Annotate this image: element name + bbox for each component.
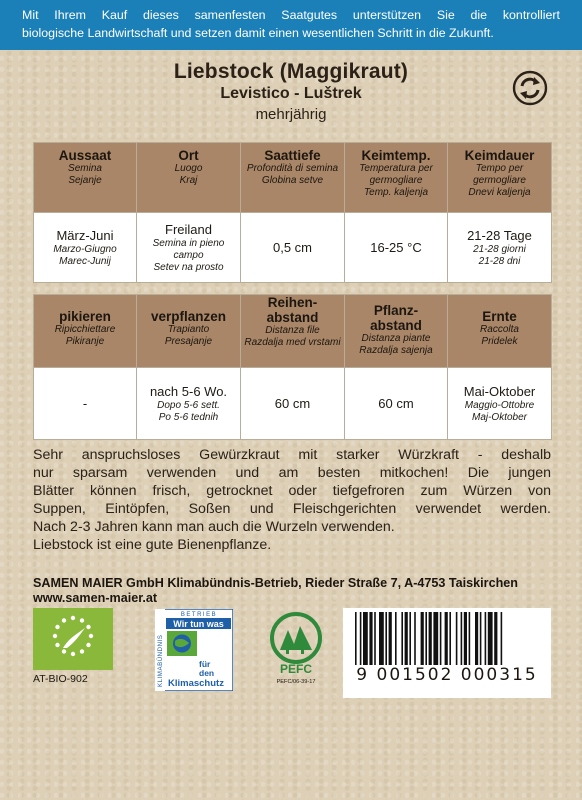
company-address: SAMEN MAIER GmbH Klimabündnis-Betrieb, Rieder Straße 7, A-4753 Taiskirchen: [33, 576, 518, 590]
description-line: Suppen, Eintöpfen, Soßen und Fleischgerichten verwendet werden.: [33, 501, 551, 517]
klima-line-2: für: [199, 659, 211, 669]
barcode-bar: [360, 612, 362, 668]
header-label-it: Profondità di semina: [246, 163, 339, 174]
header-location: [137, 143, 241, 213]
barcode-number: 9 001502 000315: [343, 665, 551, 685]
recycle-icon: [512, 70, 548, 106]
value-de: Freiland: [165, 221, 212, 237]
header-label-sl: Razdalja med vrstami: [244, 337, 341, 348]
barcode-bar: [355, 612, 357, 668]
product-title: Liebstock (Maggikraut): [173, 60, 409, 83]
barcode-bar: [429, 612, 432, 668]
header-label-de: Ernte: [482, 309, 517, 324]
sowing-header-row: [34, 143, 552, 213]
barcode-bar: [440, 612, 442, 668]
barcode-bar: [456, 612, 458, 668]
barcode-bar: [485, 612, 487, 668]
header-label-sl: Pikiranje: [65, 336, 105, 347]
value-row-spacing: [241, 368, 345, 440]
value-sl: Setev na prosto: [153, 261, 224, 273]
eu-organic-logo-icon: [33, 608, 113, 670]
value-location: [137, 213, 241, 283]
description-line: nur sparsam verwenden und am besten mitkochen! Die jungen: [33, 465, 551, 481]
description-line: Nach 2-3 Jahren kann man auch die Wurzeln verwenden.: [33, 519, 395, 535]
barcode-bar: [425, 612, 427, 668]
description-line: Liebstock ist eine gute Bienenpflanze.: [33, 537, 272, 553]
header-sowing: [34, 143, 137, 213]
klima-line-4: Klimaschutz: [168, 678, 224, 689]
klimabuendnis-logo-icon: [155, 609, 233, 691]
barcode-bar: [409, 612, 411, 668]
barcode-bar: [461, 612, 463, 668]
value-harvest: [448, 368, 552, 440]
sowing-table: [33, 142, 552, 283]
product-description: [33, 446, 551, 554]
value-de: nach 5-6 Wo.: [149, 383, 228, 399]
header-harvest: [448, 295, 552, 368]
header-pricking: [34, 295, 137, 368]
header-label-de: Ort: [178, 148, 199, 163]
header-label-it: Distanza piante: [361, 333, 431, 344]
header-germ-duration: [448, 143, 552, 213]
value-sowing: [34, 213, 137, 283]
barcode-bar: [469, 612, 471, 668]
barcode-bar: [445, 612, 448, 668]
value-germ-temp: [345, 213, 448, 283]
header-label-de: Keimdauer: [464, 148, 535, 163]
header-label-sl: Globina setve: [261, 175, 324, 186]
header-germ-temp: [345, 143, 448, 213]
barcode-bar: [449, 612, 451, 668]
barcode-bar: [385, 612, 387, 668]
value-sl: Marec-Junij: [59, 255, 111, 267]
planting-values-row: [34, 368, 552, 440]
value-de: 16-25 °C: [370, 239, 422, 255]
header-label-de-line1: Reihen-: [267, 295, 318, 310]
organic-info-banner: [0, 0, 582, 50]
value-it: Dopo 5-6 sett.: [157, 399, 220, 411]
header-label-sl: Pridelek: [481, 336, 518, 347]
header-transplanting: [137, 295, 241, 368]
product-subtitle: Levistico - Luštrek: [220, 85, 362, 102]
header-label-de-line1: Pflanz-: [373, 303, 419, 318]
value-de: 60 cm: [274, 395, 311, 411]
eu-organic-code: AT-BIO-902: [33, 673, 88, 685]
barcode-bar: [488, 612, 493, 668]
header-label-sl: Temp. kaljenja: [363, 187, 429, 198]
value-it: Semina in pieno campo: [152, 237, 225, 261]
header-label-it: Ripicchiettare: [54, 324, 116, 335]
description-line: Sehr anspruchsloses Gewürzkraut mit starker Würzkraft - deshalb: [33, 447, 551, 463]
planting-header-row: [34, 295, 552, 368]
header-label-de: pikieren: [59, 309, 111, 324]
value-de: März-Juni: [56, 227, 114, 243]
value-it: 21-28 giorni: [473, 243, 526, 255]
value-germ-duration: [448, 213, 552, 283]
header-label-de: verpflanzen: [150, 309, 227, 324]
pefc-logo-icon: [264, 612, 328, 686]
barcode-bar: [414, 612, 416, 668]
header-label-de-line2: abstand: [266, 310, 319, 325]
header-label-sl: Dnevi kaljenja: [468, 187, 531, 198]
value-it: Marzo-Giugno: [53, 243, 117, 255]
barcode-bar: [421, 612, 424, 668]
barcode-bar: [501, 612, 503, 668]
banner-line-2: biologische Landwirtschaft und setzen damit einen wesentlichen Schritt in die Zukunft.: [22, 26, 494, 40]
klima-line-1: Wir tun was: [173, 619, 224, 629]
value-plant-spacing: [345, 368, 448, 440]
lifecycle-label: mehrjährig: [255, 106, 327, 123]
barcode-bar: [389, 612, 392, 668]
value-sowing-depth: [241, 213, 345, 283]
header-label-de-line2: abstand: [370, 318, 422, 333]
header-label-it: Semina: [68, 163, 102, 174]
klima-top-text: BETRIEB: [180, 612, 218, 618]
barcode-bar: [464, 612, 467, 668]
barcode-bar: [401, 612, 403, 668]
barcode-bar: [480, 612, 482, 668]
header-label-it: Raccolta: [480, 324, 519, 335]
product-header: [0, 60, 582, 123]
pefc-code: PEFC/06-39-17: [276, 679, 316, 685]
value-transplanting: [137, 368, 241, 440]
header-plant-spacing: [345, 295, 448, 368]
barcode-bar: [363, 612, 368, 668]
header-label-sl: Kraj: [179, 175, 198, 186]
value-de: Mai-Oktober: [463, 383, 536, 399]
barcode-bar: [379, 612, 384, 668]
pefc-label: PEFC: [279, 662, 313, 676]
header-label-sl: Razdalja sajenja: [359, 345, 433, 356]
barcode-bar: [475, 612, 478, 668]
barcode-bar: [494, 612, 497, 668]
header-sowing-depth: [241, 143, 345, 213]
klima-side-text: KLIMABÜNDNIS: [157, 634, 164, 687]
header-label-it: Distanza file: [265, 325, 320, 336]
sowing-values-row: [34, 213, 552, 283]
barcode-bar: [369, 612, 372, 668]
header-label-it: Tempo per germogliare: [473, 163, 526, 186]
value-sl: Maj-Oktober: [471, 411, 527, 423]
value-sl: Po 5-6 tednih: [158, 411, 219, 423]
description-line: Blätter können frisch, getrocknet oder tiefgefroren zum Würzen von: [33, 483, 551, 499]
planting-table: [33, 294, 552, 440]
barcode-bar: [405, 612, 408, 668]
header-label-it: Trapianto: [167, 324, 210, 335]
website-link[interactable]: www.samen-maier.at: [33, 591, 158, 605]
header-label-it: Luogo: [174, 163, 203, 174]
value-it: Maggio-Ottobre: [464, 399, 535, 411]
header-label-it: Temperatura per germogliare: [359, 163, 433, 186]
barcode-bar: [374, 612, 376, 668]
header-label-de: Saattiefe: [264, 148, 321, 163]
header-label-de: Aussaat: [58, 148, 112, 163]
header-row-spacing: [241, 295, 345, 368]
header-label-sl: Presajanje: [164, 336, 213, 347]
value-de: -: [82, 395, 88, 411]
barcode-bar: [395, 612, 397, 668]
banner-line-1: Mit Ihrem Kauf dieses samenfesten Saatgutes unterstützen Sie die kontrolliert: [22, 8, 560, 22]
klima-line-3: den: [199, 668, 215, 678]
barcode-bar: [433, 612, 438, 668]
value-sl: 21-28 dni: [478, 255, 521, 267]
value-de: 60 cm: [378, 395, 414, 411]
value-de: 21-28 Tage: [467, 227, 532, 243]
value-pricking: [34, 368, 137, 440]
header-label-de: Keimtemp.: [361, 148, 431, 163]
header-label-sl: Sejanje: [68, 175, 102, 186]
value-de: 0,5 cm: [272, 239, 312, 255]
